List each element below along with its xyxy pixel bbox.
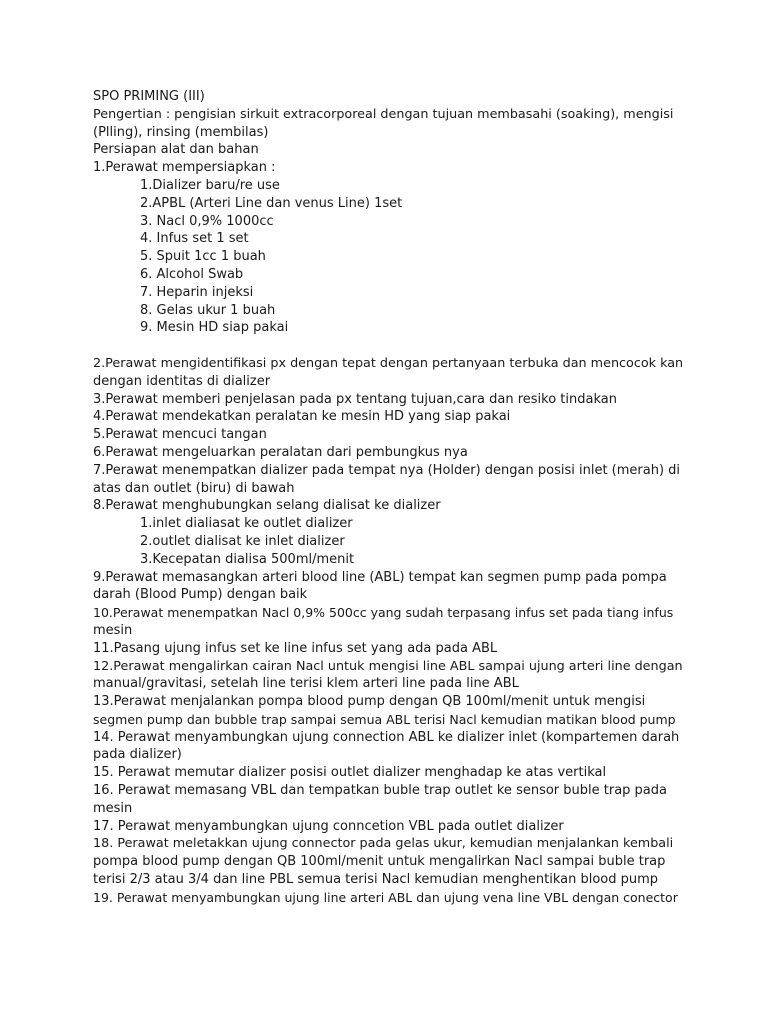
step-line: 18. Perawat meletakkan ujung connector pada gelas ukur, kemudian menjalankan kembali: [93, 836, 674, 852]
list-item: 7. Heparin injeksi: [140, 284, 254, 300]
document-page: [93, 88, 683, 907]
list-item: 1.Dializer baru/re use: [140, 177, 280, 193]
list-item: 2.outlet dialisat ke inlet dializer: [140, 533, 345, 549]
list-item: 2.APBL (Arteri Line dan venus Line) 1set: [140, 195, 403, 211]
definition-line: Pengertian : pengisian sirkuit extracorporeal dengan tujuan membasahi (soaking), mengisi: [93, 106, 674, 122]
procedure-steps-a: [93, 355, 683, 515]
step-line: 5.Perawat mencuci tangan: [93, 427, 267, 443]
step-line: pada dializer): [93, 747, 182, 763]
blank-line: [93, 337, 683, 355]
step-line: 3.Perawat memberi penjelasan pada px tentang tujuan,cara dan resiko tindakan: [93, 391, 617, 407]
list-item: 9. Mesin HD siap pakai: [140, 320, 289, 336]
list-item: 6. Alcohol Swab: [140, 266, 244, 282]
step-line: 1.Perawat mempersiapkan :: [93, 160, 276, 176]
step-line: 7.Perawat menempatkan dializer pada tempat nya (Holder) dengan posisi inlet (merah) di: [93, 462, 681, 478]
procedure-steps-b: [93, 569, 683, 907]
step-line: dengan identitas di dializer: [93, 373, 271, 389]
step-line: darah (Blood Pump) dengan baik: [93, 587, 308, 603]
preparation-heading: Persiapan alat dan bahan: [93, 142, 259, 158]
step-line: 6.Perawat mengeluarkan peralatan dari pembungkus nya: [93, 444, 468, 460]
list-item: 3. Nacl 0,9% 1000cc: [140, 213, 274, 229]
step-line: 12.Perawat mengalirkan cairan Nacl untuk mengisi line ABL sampai ujung arteri line dengan: [93, 658, 683, 674]
list-item: 4. Infus set 1 set: [140, 231, 249, 247]
step-line: atas dan outlet (biru) di bawah: [93, 480, 295, 496]
step-line: segmen pump dan bubble trap sampai semua ABL terisi Nacl kemudian matikan blood pump: [93, 711, 676, 727]
dialisat-sub-list: [93, 515, 683, 568]
step-line: pompa blood pump dengan QB 100ml/menit untuk mengalirkan Nacl sampai buble trap: [93, 854, 666, 870]
step-line: 13.Perawat menjalankan pompa blood pump dengan QB 100ml/menit untuk mengisi: [93, 694, 646, 710]
step-line: 15. Perawat memutar dializer posisi outlet dializer menghadap ke atas vertikal: [93, 765, 607, 781]
step-line: manual/gravitasi, setelah line terisi klem arteri line pada line ABL: [93, 676, 519, 692]
step-line: terisi 2/3 atau 3/4 dan line PBL semua terisi Nacl kemudian menghentikan blood pump: [93, 872, 659, 888]
step-line: 10.Perawat menempatkan Nacl 0,9% 500cc yang sudah terpasang infus set pada tiang infus: [93, 605, 674, 621]
step-line: mesin: [93, 800, 133, 816]
list-item: 1.inlet dialiasat ke outlet dializer: [140, 516, 353, 532]
definition-line: (Plling), rinsing (membilas): [93, 124, 269, 140]
list-item: 5. Spuit 1cc 1 buah: [140, 249, 266, 265]
step-line: 14. Perawat menyambungkan ujung connection ABL ke dializer inlet (kompartemen darah: [93, 729, 680, 745]
document-title: SPO PRIMING (III): [93, 89, 205, 104]
step-line: 8.Perawat menghubungkan selang dialisat ke dializer: [93, 498, 441, 514]
step-line: 17. Perawat menyambungkan ujung conncetion VBL pada outlet dializer: [93, 818, 564, 834]
step-line: mesin: [93, 622, 133, 638]
step-line: 16. Perawat memasang VBL dan tempatkan buble trap outlet ke sensor buble trap pada: [93, 783, 667, 799]
list-item: 8. Gelas ukur 1 buah: [140, 302, 276, 318]
step-line: 19. Perawat menyambungkan ujung line arteri ABL dan ujung vena line VBL dengan conector: [93, 889, 678, 905]
list-item: 3.Kecepatan dialisa 500ml/menit: [140, 551, 355, 567]
step-line: 9.Perawat memasangkan arteri blood line (ABL) tempat kan segmen pump pada pompa: [93, 569, 667, 585]
step-line: 2.Perawat mengidentifikasi px dengan tepat dengan pertanyaan terbuka dan mencocok kan: [93, 355, 684, 371]
step-line: 4.Perawat mendekatkan peralatan ke mesin HD yang siap pakai: [93, 409, 511, 425]
equipment-list: [93, 177, 683, 337]
step-line: 11.Pasang ujung infus set ke line infus set yang ada pada ABL: [93, 640, 498, 656]
